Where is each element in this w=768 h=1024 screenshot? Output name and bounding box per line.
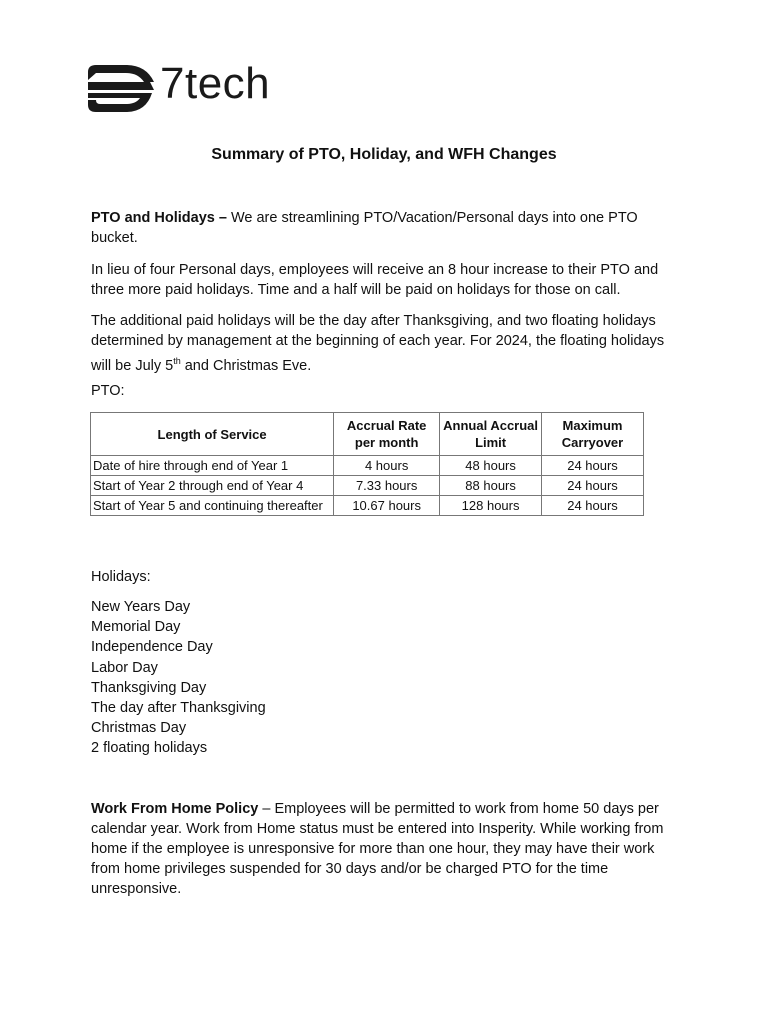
holidays-label: Holidays: bbox=[91, 569, 151, 585]
table-header-row bbox=[91, 413, 644, 456]
pto-intro-text: We are streamlining PTO/Vacation/Personal days into one PTO bucket. bbox=[91, 210, 638, 246]
company-logo bbox=[88, 60, 298, 118]
table-row bbox=[91, 496, 644, 516]
list-item: 2 floating holidays bbox=[91, 740, 208, 757]
cell-accrual: 4 hours bbox=[334, 456, 440, 476]
cell-limit: 88 hours bbox=[440, 476, 542, 496]
cell-carryover: 24 hours bbox=[542, 476, 644, 496]
cell-limit: 128 hours bbox=[440, 496, 542, 516]
list-item: Thanksgiving Day bbox=[91, 679, 207, 696]
pto-paragraph-2: In lieu of four Personal days, employees will receive an 8 hour increase to their PTO and three more paid holidays. Time and a half will be paid on holidays for those on call. bbox=[91, 262, 659, 298]
pto-heading: PTO and Holidays – bbox=[91, 210, 227, 226]
cell-carryover: 24 hours bbox=[542, 496, 644, 516]
list-item: Christmas Day bbox=[91, 720, 187, 737]
wfh-paragraph bbox=[91, 799, 681, 899]
wfh-heading: Work From Home Policy bbox=[91, 801, 259, 817]
list-item: Independence Day bbox=[91, 639, 213, 656]
list-item: New Years Day bbox=[91, 599, 191, 615]
header-annual-limit: Annual Accrual Limit bbox=[440, 413, 542, 456]
pto-label: PTO: bbox=[91, 383, 125, 399]
cell-carryover: 24 hours bbox=[542, 456, 644, 476]
header-accrual-rate: Accrual Rate per month bbox=[334, 413, 440, 456]
header-max-carryover: Maximum Carryover bbox=[542, 413, 644, 456]
header-length-of-service: Length of Service bbox=[91, 413, 334, 456]
list-item: The day after Thanksgiving bbox=[91, 700, 266, 717]
pto-intro-paragraph bbox=[91, 208, 681, 248]
pto-paragraph-3 bbox=[91, 311, 681, 376]
pto-paragraph-3-end: and Christmas Eve. bbox=[180, 357, 312, 374]
pto-paragraph-3-text: The additional paid holidays will be the day after Thanksgiving, and two floating holidays determined by management at the beginning of each year. For 2024, the floating holidays will be July 5 bbox=[91, 313, 665, 374]
pto-table bbox=[90, 412, 644, 516]
cell-accrual: 7.33 hours bbox=[334, 476, 440, 496]
cell-service: Start of Year 5 and continuing thereafter bbox=[91, 496, 334, 516]
logo-wordmark: 7tech bbox=[160, 59, 271, 108]
table-row bbox=[91, 476, 644, 496]
table-row bbox=[91, 456, 644, 476]
holiday-list bbox=[91, 597, 266, 759]
cell-service: Start of Year 2 through end of Year 4 bbox=[91, 476, 334, 496]
wfh-body: – Employees will be permitted to work from home 50 days per calendar year. Work from Home status must be entered into Insperity. While working from home if the employee is unresponsive for more than one hour, they may have their work from home privileges suspended for 30 days and/or be charged PTO for the time unresponsive. bbox=[91, 801, 664, 897]
document-title: Summary of PTO, Holiday, and WFH Changes bbox=[211, 146, 557, 163]
cell-accrual: 10.67 hours bbox=[334, 496, 440, 516]
list-item: Labor Day bbox=[91, 659, 158, 676]
cell-limit: 48 hours bbox=[440, 456, 542, 476]
cell-service: Date of hire through end of Year 1 bbox=[91, 456, 334, 476]
list-item: Memorial Day bbox=[91, 619, 181, 636]
superscript-th: th bbox=[173, 356, 181, 366]
brand-swoosh-icon bbox=[88, 60, 160, 116]
